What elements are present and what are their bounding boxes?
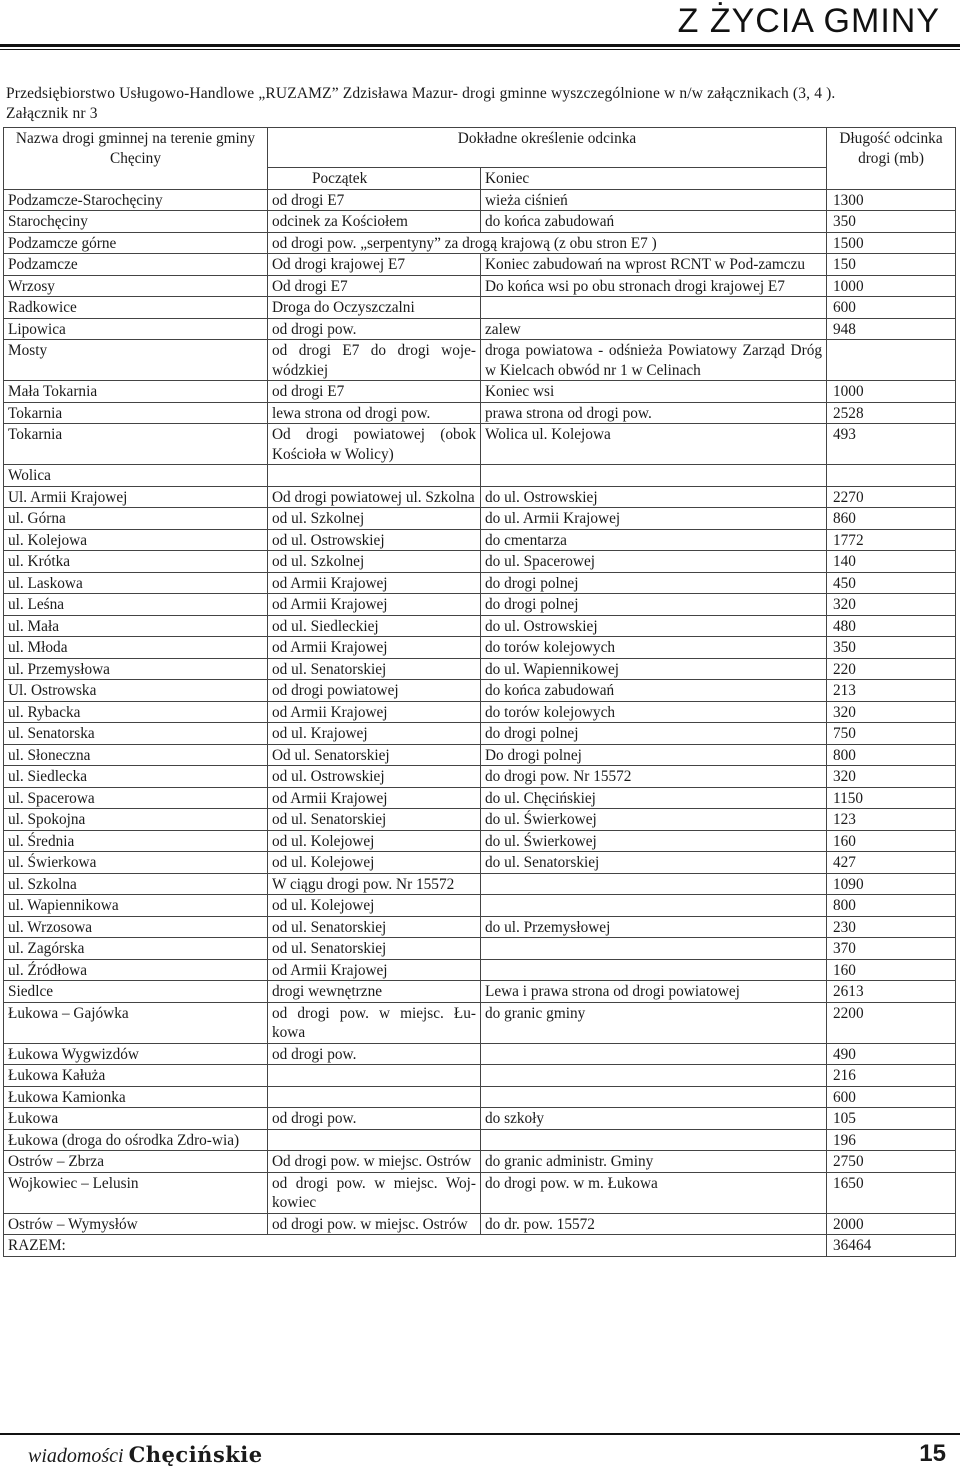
total-label: RAZEM: <box>4 1235 827 1257</box>
length-cell: 450 <box>827 572 956 594</box>
start-cell: od ul. Senatorskiej <box>268 809 481 831</box>
length-cell: 1150 <box>827 787 956 809</box>
start-cell: od drogi pow. w miejsc. Woj-kowiec <box>268 1172 481 1213</box>
table-row <box>4 744 956 766</box>
table-row <box>4 680 956 702</box>
road-name-cell: Podzamcze-Starochęciny <box>4 189 268 211</box>
length-cell: 160 <box>827 959 956 981</box>
end-cell: do ul. Świerkowej <box>481 830 827 852</box>
length-cell: 140 <box>827 551 956 573</box>
length-cell: 860 <box>827 508 956 530</box>
start-cell: Od drogi powiatowej ul. Szkolna <box>268 486 481 508</box>
roads-table-body <box>4 128 956 1257</box>
length-cell: 2613 <box>827 981 956 1003</box>
table-row <box>4 232 956 254</box>
footer-rule <box>0 1433 960 1435</box>
road-name-cell: ul. Przemysłowa <box>4 658 268 680</box>
start-cell: Od drogi E7 <box>268 275 481 297</box>
end-cell: do końca zabudowań <box>481 211 827 233</box>
header-rule-thin <box>0 49 960 50</box>
road-name-cell: Ostrów – Wymysłów <box>4 1213 268 1235</box>
road-name-cell: Ostrów – Zbrza <box>4 1151 268 1173</box>
length-cell: 2750 <box>827 1151 956 1173</box>
journal-name <box>28 1442 263 1468</box>
road-name-cell: ul. Górna <box>4 508 268 530</box>
table-header-row <box>4 128 956 168</box>
end-cell: do szkoły <box>481 1108 827 1130</box>
length-cell: 480 <box>827 615 956 637</box>
table-row <box>4 211 956 233</box>
table-row <box>4 572 956 594</box>
start-cell: od drogi E7 <box>268 381 481 403</box>
end-cell: do ul. Wapiennikowej <box>481 658 827 680</box>
end-cell: do ul. Świerkowej <box>481 809 827 831</box>
length-cell: 1300 <box>827 189 956 211</box>
table-row <box>4 1151 956 1173</box>
table-row <box>4 1108 956 1130</box>
length-cell: 600 <box>827 297 956 319</box>
start-cell: od Armii Krajowej <box>268 701 481 723</box>
start-cell: od ul. Ostrowskiej <box>268 766 481 788</box>
start-cell: W ciągu drogi pow. Nr 15572 <box>268 873 481 895</box>
road-name-cell: ul. Spacerowa <box>4 787 268 809</box>
table-row <box>4 297 956 319</box>
end-cell: do torów kolejowych <box>481 701 827 723</box>
table-row <box>4 275 956 297</box>
start-cell: od drogi E7 <box>268 189 481 211</box>
start-cell: od ul. Szkolnej <box>268 508 481 530</box>
table-row <box>4 809 956 831</box>
start-cell: od drogi pow. <box>268 1043 481 1065</box>
start-cell <box>268 1129 481 1151</box>
road-name-cell: Wolica <box>4 465 268 487</box>
length-cell: 320 <box>827 594 956 616</box>
start-cell: od drogi pow. w miejsc. Ostrów <box>268 1213 481 1235</box>
road-name-cell: ul. Źródłowa <box>4 959 268 981</box>
end-cell <box>481 1065 827 1087</box>
section-title: Z ŻYCIA GMINY <box>677 2 940 40</box>
end-cell: do drogi polnej <box>481 594 827 616</box>
table-row <box>4 402 956 424</box>
length-cell: 948 <box>827 318 956 340</box>
road-name-cell: Łukowa Wygwizdów <box>4 1043 268 1065</box>
start-cell: drogi wewnętrzne <box>268 981 481 1003</box>
start-cell: od Armii Krajowej <box>268 572 481 594</box>
header-road-name: Nazwa drogi gminnej na terenie gminy Chęciny <box>4 128 268 190</box>
start-cell: Od ul. Senatorskiej <box>268 744 481 766</box>
road-name-cell: ul. Mała <box>4 615 268 637</box>
table-row <box>4 1129 956 1151</box>
table-row <box>4 959 956 981</box>
start-cell: odcinek za Kościołem <box>268 211 481 233</box>
page-header <box>0 0 960 48</box>
table-row <box>4 852 956 874</box>
table-row <box>4 1065 956 1087</box>
page-number: 15 <box>919 1440 946 1467</box>
header-length: Długość odcinka drogi (mb) <box>827 128 956 190</box>
start-cell: Od drogi pow. w miejsc. Ostrów <box>268 1151 481 1173</box>
end-cell: Koniec wsi <box>481 381 827 403</box>
road-name-cell: Radkowice <box>4 297 268 319</box>
table-row <box>4 1002 956 1043</box>
length-cell: 2270 <box>827 486 956 508</box>
start-cell: od ul. Krajowej <box>268 723 481 745</box>
end-cell <box>481 938 827 960</box>
start-cell: od Armii Krajowej <box>268 594 481 616</box>
table-row <box>4 424 956 465</box>
table-row <box>4 1172 956 1213</box>
road-name-cell: Mała Tokarnia <box>4 381 268 403</box>
road-name-cell: Mosty <box>4 340 268 381</box>
end-cell: do ul. Przemysłowej <box>481 916 827 938</box>
table-row <box>4 938 956 960</box>
length-cell: 350 <box>827 637 956 659</box>
start-cell: od ul. Szkolnej <box>268 551 481 573</box>
road-name-cell: Wojkowiec – Lelusin <box>4 1172 268 1213</box>
end-cell <box>481 959 827 981</box>
table-row <box>4 318 956 340</box>
end-cell: do drogi polnej <box>481 572 827 594</box>
length-cell: 800 <box>827 744 956 766</box>
table-row <box>4 895 956 917</box>
end-cell: do ul. Ostrowskiej <box>481 486 827 508</box>
table-row <box>4 254 956 276</box>
length-cell: 1090 <box>827 873 956 895</box>
end-cell: do dr. pow. 15572 <box>481 1213 827 1235</box>
road-name-cell: Tokarnia <box>4 402 268 424</box>
intro-text <box>6 84 956 124</box>
end-cell: do ul. Armii Krajowej <box>481 508 827 530</box>
road-name-cell: Ul. Ostrowska <box>4 680 268 702</box>
length-cell: 350 <box>827 211 956 233</box>
end-cell: do końca zabudowań <box>481 680 827 702</box>
length-cell: 1772 <box>827 529 956 551</box>
start-cell <box>268 1086 481 1108</box>
length-cell: 105 <box>827 1108 956 1130</box>
start-cell: od Armii Krajowej <box>268 959 481 981</box>
table-row <box>4 1043 956 1065</box>
end-cell <box>481 873 827 895</box>
journal-name-italic: wiadomości <box>28 1445 124 1467</box>
table-row <box>4 637 956 659</box>
header-start: Początek <box>268 168 481 190</box>
intro-company-line: Przedsiębiorstwo Usługowo-Handlowe „RUZAMZ” Zdzisława Mazur- drogi gminne wyszczególnione w n/w załącznikach (3, 4 ). <box>6 85 836 102</box>
end-cell: do torów kolejowych <box>481 637 827 659</box>
end-cell: do drogi pow. w m. Łukowa <box>481 1172 827 1213</box>
length-cell <box>827 340 956 381</box>
length-cell: 750 <box>827 723 956 745</box>
end-cell <box>481 465 827 487</box>
end-cell: zalew <box>481 318 827 340</box>
road-name-cell: ul. Senatorska <box>4 723 268 745</box>
road-name-cell: ul. Leśna <box>4 594 268 616</box>
header-rule <box>0 44 960 47</box>
road-name-cell: Lipowica <box>4 318 268 340</box>
start-cell: od ul. Senatorskiej <box>268 916 481 938</box>
road-name-cell: ul. Średnia <box>4 830 268 852</box>
total-row <box>4 1235 956 1257</box>
start-cell: od ul. Senatorskiej <box>268 938 481 960</box>
end-cell <box>481 1086 827 1108</box>
end-cell: do granic administr. Gminy <box>481 1151 827 1173</box>
road-name-cell: ul. Słoneczna <box>4 744 268 766</box>
length-cell: 370 <box>827 938 956 960</box>
table-row <box>4 340 956 381</box>
start-cell: od ul. Kolejowej <box>268 852 481 874</box>
table-row <box>4 981 956 1003</box>
end-cell: Koniec zabudowań na wprost RCNT w Pod-zamczu <box>481 254 827 276</box>
table-row <box>4 658 956 680</box>
table-row <box>4 916 956 938</box>
length-cell <box>827 465 956 487</box>
road-name-cell: Ul. Armii Krajowej <box>4 486 268 508</box>
road-name-cell: ul. Siedlecka <box>4 766 268 788</box>
table-row <box>4 551 956 573</box>
end-cell: droga powiatowa - odśnieża Powiatowy Zarząd Dróg w Kielcach obwód nr 1 w Celinach <box>481 340 827 381</box>
end-cell: do ul. Spacerowej <box>481 551 827 573</box>
length-cell: 600 <box>827 1086 956 1108</box>
table-row <box>4 486 956 508</box>
start-cell: od drogi E7 do drogi woje-wódzkiej <box>268 340 481 381</box>
end-cell: do ul. Senatorskiej <box>481 852 827 874</box>
table-row <box>4 465 956 487</box>
end-cell: prawa strona od drogi pow. <box>481 402 827 424</box>
road-name-cell: ul. Wrzosowa <box>4 916 268 938</box>
start-cell: od drogi pow. w miejsc. Łu-kowa <box>268 1002 481 1043</box>
page-footer <box>0 1430 960 1474</box>
length-cell: 2528 <box>827 402 956 424</box>
road-name-cell: ul. Kolejowa <box>4 529 268 551</box>
end-cell: Wolica ul. Kolejowa <box>481 424 827 465</box>
road-name-cell: Łukowa Kamionka <box>4 1086 268 1108</box>
road-name-cell: ul. Wapiennikowa <box>4 895 268 917</box>
table-row <box>4 594 956 616</box>
total-length: 36464 <box>827 1235 956 1257</box>
start-cell: od ul. Kolejowej <box>268 830 481 852</box>
start-cell: od ul. Siedleckiej <box>268 615 481 637</box>
table-row <box>4 873 956 895</box>
journal-name-town: Chęcińskie <box>128 1442 263 1467</box>
road-name-cell: ul. Młoda <box>4 637 268 659</box>
length-cell: 123 <box>827 809 956 831</box>
start-cell: Od drogi krajowej E7 <box>268 254 481 276</box>
road-name-cell: Starochęciny <box>4 211 268 233</box>
table-row <box>4 830 956 852</box>
road-name-cell: Wrzosy <box>4 275 268 297</box>
table-row <box>4 1086 956 1108</box>
table-row <box>4 701 956 723</box>
start-cell: lewa strona od drogi pow. <box>268 402 481 424</box>
end-cell <box>481 1043 827 1065</box>
length-cell: 2000 <box>827 1213 956 1235</box>
road-name-cell: ul. Zagórska <box>4 938 268 960</box>
start-cell: od drogi pow. <box>268 1108 481 1130</box>
road-name-cell: Łukowa <box>4 1108 268 1130</box>
header-segment: Dokładne określenie odcinka <box>268 128 827 168</box>
road-name-cell: Podzamcze <box>4 254 268 276</box>
table-row <box>4 787 956 809</box>
table-row <box>4 1213 956 1235</box>
start-cell: od ul. Kolejowej <box>268 895 481 917</box>
table-row <box>4 508 956 530</box>
length-cell: 320 <box>827 701 956 723</box>
table-row <box>4 615 956 637</box>
table-row <box>4 723 956 745</box>
length-cell: 1000 <box>827 381 956 403</box>
end-cell <box>481 297 827 319</box>
length-cell: 427 <box>827 852 956 874</box>
end-cell: do ul. Chęcińskiej <box>481 787 827 809</box>
end-cell: do ul. Ostrowskiej <box>481 615 827 637</box>
end-cell: wieża ciśnień <box>481 189 827 211</box>
header-end: Koniec <box>481 168 827 190</box>
length-cell: 160 <box>827 830 956 852</box>
table-row <box>4 381 956 403</box>
road-name-cell: Łukowa (droga do ośrodka Zdro-wia) <box>4 1129 268 1151</box>
length-cell: 220 <box>827 658 956 680</box>
length-cell: 1500 <box>827 232 956 254</box>
end-cell <box>481 1129 827 1151</box>
start-cell: Droga do Oczyszczalni <box>268 297 481 319</box>
road-name-cell: Tokarnia <box>4 424 268 465</box>
attachment-label: Załącznik nr 3 <box>6 105 98 122</box>
length-cell: 800 <box>827 895 956 917</box>
road-name-cell: Łukowa – Gajówka <box>4 1002 268 1043</box>
road-name-cell: ul. Rybacka <box>4 701 268 723</box>
road-name-cell: ul. Szkolna <box>4 873 268 895</box>
road-name-cell: ul. Krótka <box>4 551 268 573</box>
length-cell: 1000 <box>827 275 956 297</box>
road-name-cell: ul. Spokojna <box>4 809 268 831</box>
end-cell: do granic gminy <box>481 1002 827 1043</box>
start-cell: Od drogi powiatowej (obok Kościoła w Wolicy) <box>268 424 481 465</box>
length-cell: 216 <box>827 1065 956 1087</box>
table-row <box>4 766 956 788</box>
start-cell: od drogi pow. <box>268 318 481 340</box>
end-cell: Do drogi polnej <box>481 744 827 766</box>
road-name-cell: Podzamcze górne <box>4 232 268 254</box>
length-cell: 150 <box>827 254 956 276</box>
start-cell: od Armii Krajowej <box>268 787 481 809</box>
end-cell <box>481 895 827 917</box>
length-cell: 213 <box>827 680 956 702</box>
roads-table <box>3 127 956 1257</box>
end-cell: do cmentarza <box>481 529 827 551</box>
segment-cell: od drogi pow. „serpentyny” za drogą krajową (z obu stron E7 ) <box>268 232 827 254</box>
start-cell <box>268 1065 481 1087</box>
road-name-cell: Łukowa Kałuża <box>4 1065 268 1087</box>
end-cell: Do końca wsi po obu stronach drogi krajowej E7 <box>481 275 827 297</box>
end-cell: Lewa i prawa strona od drogi powiatowej <box>481 981 827 1003</box>
length-cell: 490 <box>827 1043 956 1065</box>
road-name-cell: Siedlce <box>4 981 268 1003</box>
end-cell: do drogi pow. Nr 15572 <box>481 766 827 788</box>
start-cell <box>268 465 481 487</box>
length-cell: 196 <box>827 1129 956 1151</box>
length-cell: 1650 <box>827 1172 956 1213</box>
length-cell: 230 <box>827 916 956 938</box>
table-row <box>4 189 956 211</box>
start-cell: od ul. Senatorskiej <box>268 658 481 680</box>
start-cell: od drogi powiatowej <box>268 680 481 702</box>
end-cell: do drogi polnej <box>481 723 827 745</box>
length-cell: 2200 <box>827 1002 956 1043</box>
start-cell: od Armii Krajowej <box>268 637 481 659</box>
road-name-cell: ul. Świerkowa <box>4 852 268 874</box>
table-row <box>4 529 956 551</box>
length-cell: 320 <box>827 766 956 788</box>
start-cell: od ul. Ostrowskiej <box>268 529 481 551</box>
road-name-cell: ul. Laskowa <box>4 572 268 594</box>
length-cell: 493 <box>827 424 956 465</box>
